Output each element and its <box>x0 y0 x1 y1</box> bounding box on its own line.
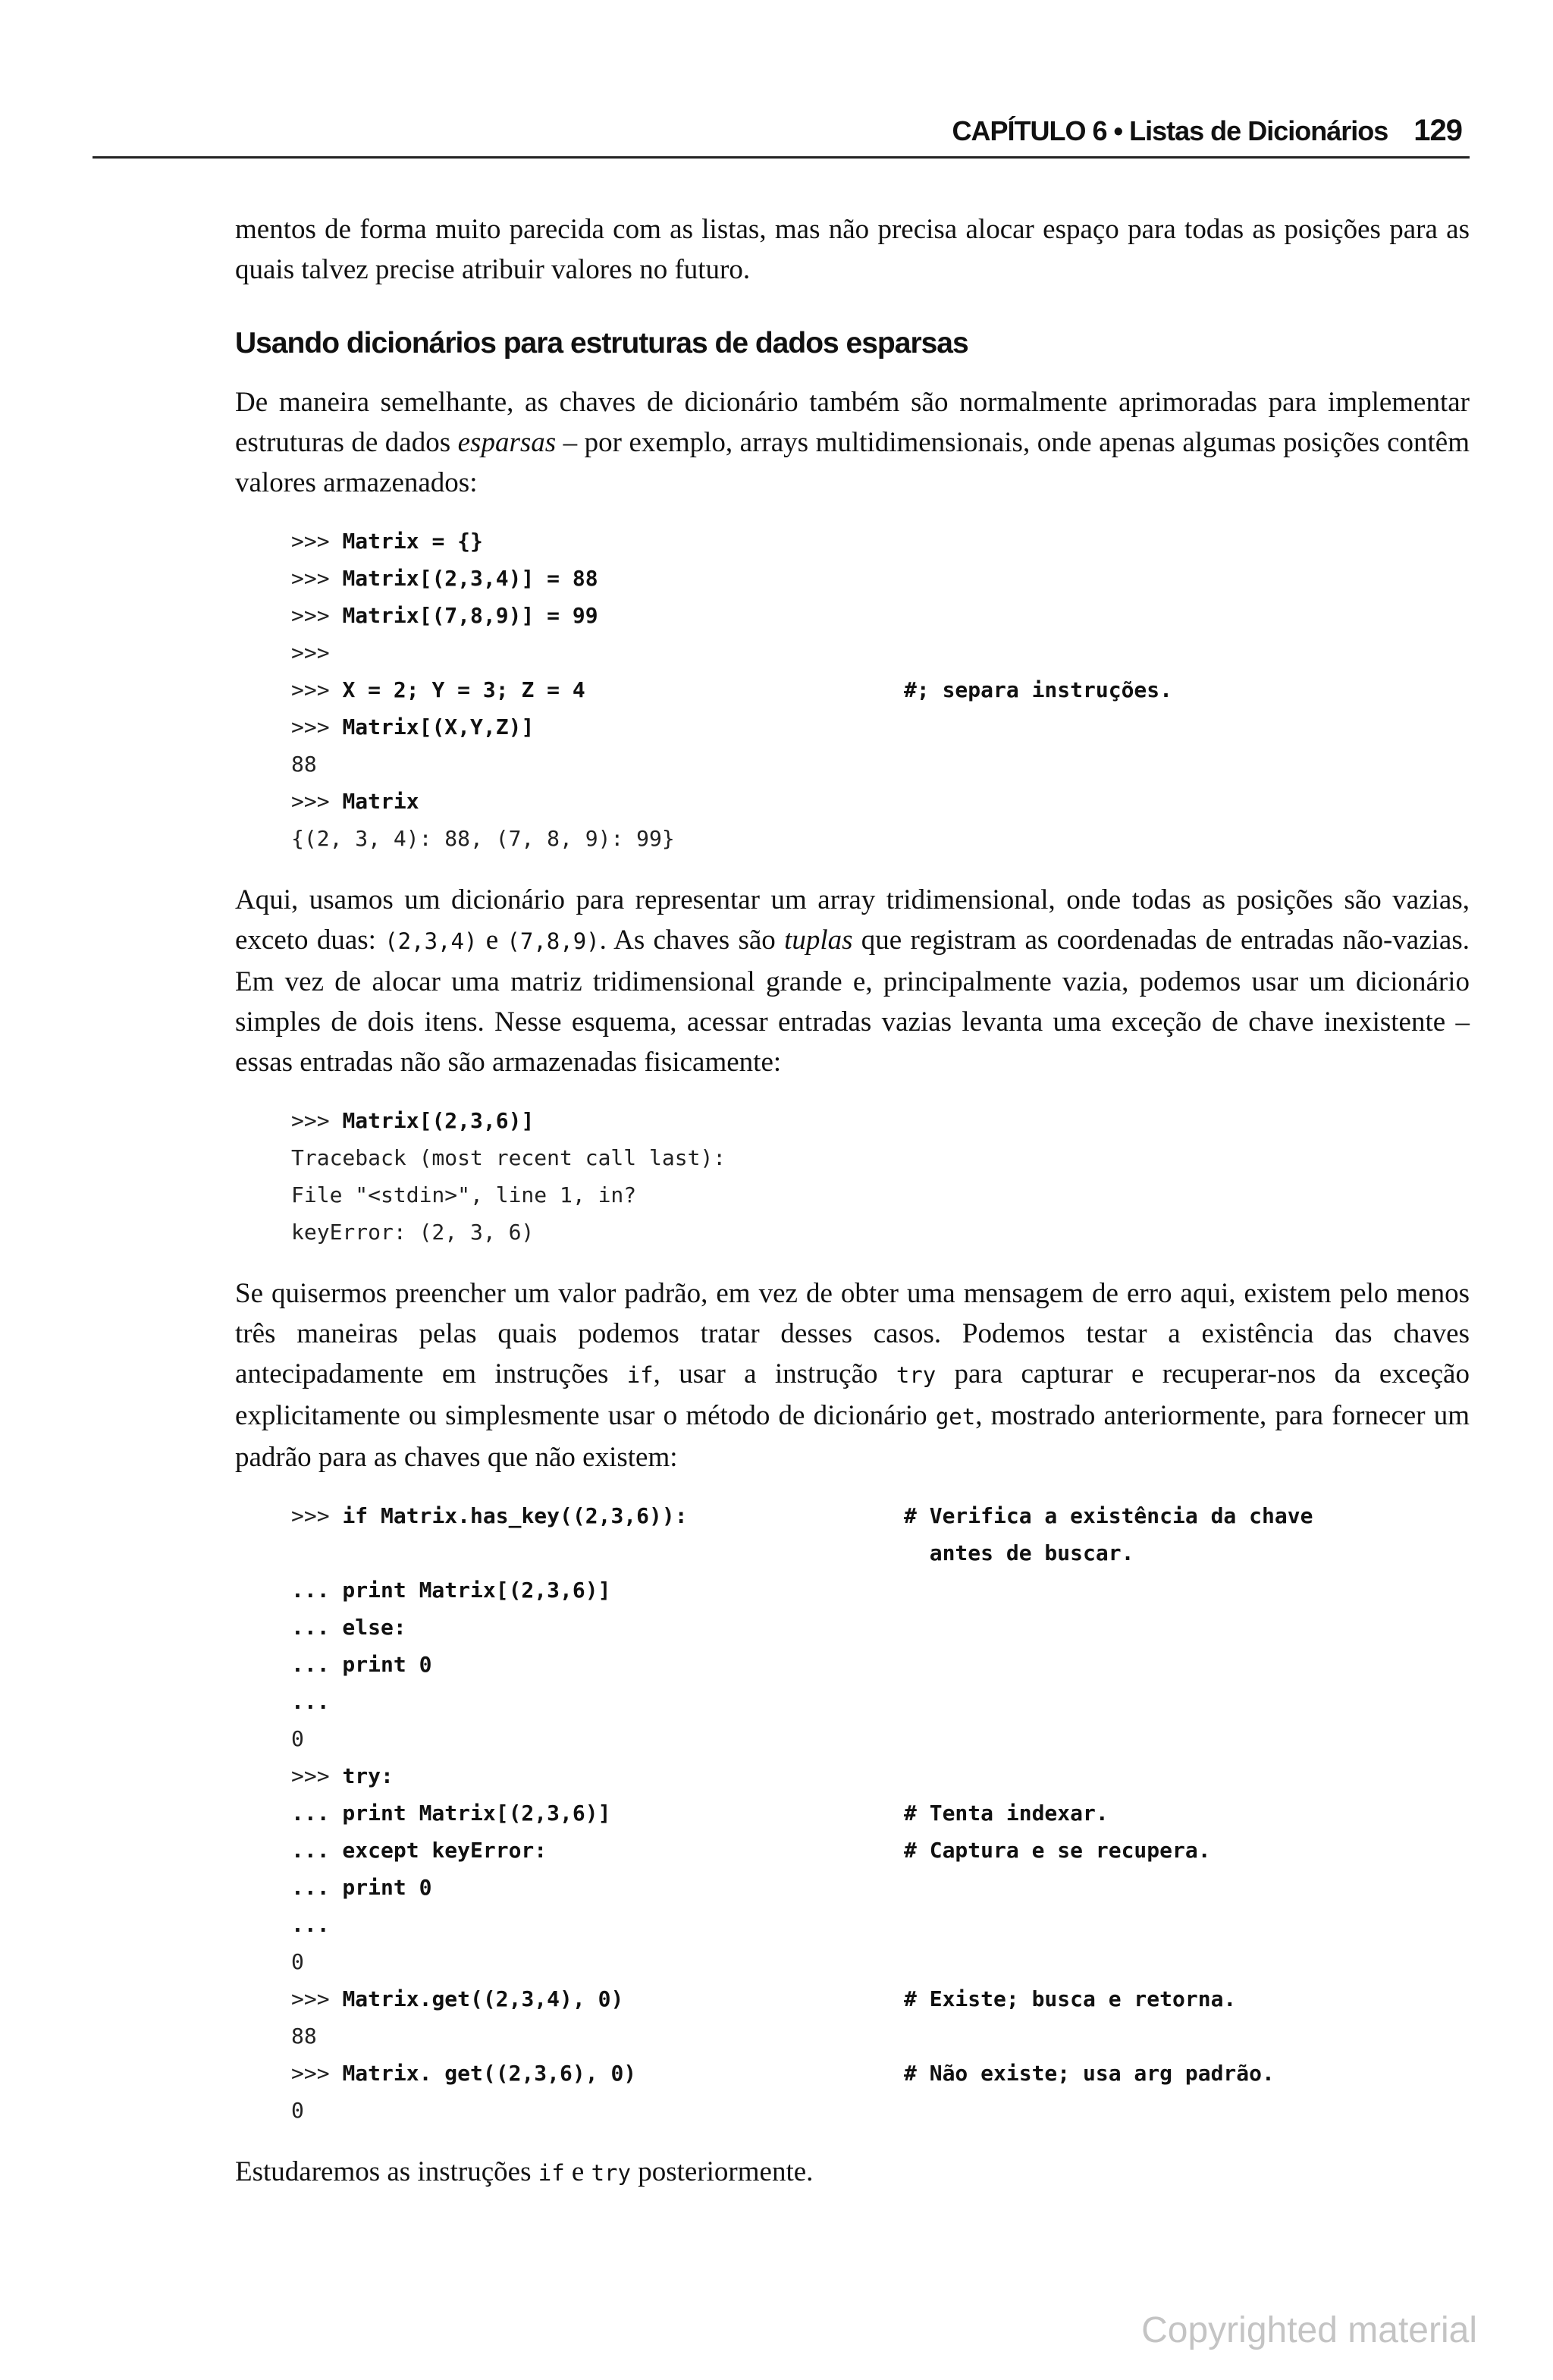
text-span: . As chaves são <box>599 925 785 956</box>
code-comment: antes de buscar. <box>904 1540 1134 1565</box>
paragraph-intro: mentos de forma muito parecida com as listas, mas não precisa alocar espaço para todas as posições para as quais talvez precise atribuir valores no futuro. <box>235 214 1470 285</box>
code-command: X = 2; Y = 3; Z = 4 <box>342 677 585 702</box>
code-command: if Matrix.has_key((2,3,6)): <box>342 1503 688 1528</box>
emphasis-esparsas: esparsas <box>457 427 557 458</box>
text-span: que registram as coordenadas de entradas não-vazias. Em vez de alocar uma matriz tridimensional grande e, principalmente vazia, podemos usar um dicionário simples de dois itens. Nesse esquema, acessar entradas vazias levanta uma exceção de chave inexistente – essas entradas não são armazenadas fisicamente: <box>235 925 1470 1078</box>
code-prompt: >>> <box>291 566 343 591</box>
code-line <box>291 1980 1470 2017</box>
code-comment: # Existe; busca e retorna. <box>904 1986 1237 2011</box>
code-prompt: >>> <box>291 603 343 628</box>
code-prompt: >>> <box>291 789 343 814</box>
code-command: Matrix = {} <box>342 529 483 554</box>
code-output: File "<stdin>", line 1, in? <box>291 1182 637 1207</box>
code-comment: # Não existe; usa arg padrão. <box>904 2061 1275 2086</box>
code-prompt: >>> <box>291 714 343 739</box>
emphasis-tuplas: tuplas <box>784 925 853 956</box>
code-comment: #; separa instruções. <box>904 677 1173 702</box>
code-command: ... <box>291 1689 330 1714</box>
code-command: ... print 0 <box>291 1875 432 1900</box>
running-head <box>952 114 1462 148</box>
text-span: para capturar e recuperar-nos da exceção explicitamente ou simplesmente usar o método de dicionário <box>235 1358 1470 1431</box>
code-line <box>291 2017 1470 2055</box>
text-span: De maneira semelhante, as chaves de dicionário também são normalmente aprimoradas para implementar estruturas de dados <box>235 387 1470 458</box>
code-command: Matrix <box>342 789 419 814</box>
code-output: 0 <box>291 2098 304 2123</box>
text-span: Estudaremos as instruções <box>235 2156 538 2187</box>
page-number: 129 <box>1413 114 1462 147</box>
copyright-watermark: Copyrighted material <box>1141 2310 1477 2350</box>
code-line <box>291 671 1470 708</box>
code-output: 88 <box>291 2024 317 2049</box>
code-line <box>291 1102 1470 1139</box>
text-span: e <box>564 2156 591 2187</box>
code-line <box>291 597 1470 634</box>
code-prompt: >>> <box>291 640 330 665</box>
page-body <box>235 209 1470 2213</box>
code-line <box>291 1943 1470 1980</box>
code-block-traceback <box>291 1102 1470 1251</box>
code-line <box>291 1720 1470 1757</box>
code-output: 0 <box>291 1949 304 1974</box>
code-line <box>291 1757 1470 1794</box>
code-output: Traceback (most recent call last): <box>291 1145 726 1170</box>
code-command: ... <box>291 1912 330 1937</box>
inline-code: try <box>896 1362 937 1388</box>
code-line <box>291 560 1470 597</box>
code-prompt: >>> <box>291 1986 343 2011</box>
code-command: Matrix. get((2,3,6), 0) <box>342 2061 637 2086</box>
code-command: Matrix[(7,8,9)] = 99 <box>342 603 598 628</box>
text-span: Se quisermos preencher um valor padrão, em vez de obter uma mensagem de erro aqui, existem pelo menos três maneiras pelas quais podemos tratar desses casos. Podemos testar a existência das chaves antecipadamente em instruções <box>235 1278 1470 1389</box>
code-output: keyError: (2, 3, 6) <box>291 1220 535 1245</box>
text-span: , mostrado anteriormente, para fornecer um padrão para as chaves que não existem: <box>235 1400 1470 1473</box>
paragraph-closing <box>235 2152 1470 2193</box>
paragraph-default-values <box>235 1273 1470 1477</box>
inline-code: if <box>626 1362 654 1388</box>
code-command: try: <box>342 1763 394 1788</box>
code-prompt: >>> <box>291 1108 343 1133</box>
code-output: 88 <box>291 752 317 777</box>
code-line <box>291 1497 1470 1534</box>
code-command: ... else: <box>291 1615 406 1640</box>
code-block-default-handling <box>291 1497 1470 2129</box>
inline-code: get <box>935 1404 976 1430</box>
text-span: Aqui, usamos um dicionário para representar um array tridimensional, onde todas as posições são vazias, exceto duas: <box>235 884 1470 956</box>
code-line <box>291 708 1470 746</box>
code-line <box>291 1832 1470 1869</box>
inline-code: (2,3,4) <box>384 928 478 954</box>
code-comment: # Tenta indexar. <box>904 1801 1109 1826</box>
code-line <box>291 783 1470 820</box>
code-prompt: >>> <box>291 529 343 554</box>
code-command: Matrix[(2,3,6)] <box>342 1108 535 1133</box>
code-line <box>291 1176 1470 1214</box>
inline-code: if <box>538 2160 565 2186</box>
code-line <box>291 1906 1470 1943</box>
text-span: e <box>477 925 507 956</box>
paragraph-sparse-structures <box>235 382 1470 503</box>
code-line <box>291 523 1470 560</box>
code-line <box>291 1794 1470 1832</box>
code-comment: # Captura e se recupera. <box>904 1838 1211 1863</box>
code-line <box>291 1646 1470 1683</box>
code-command: Matrix[(2,3,4)] = 88 <box>342 566 598 591</box>
code-output: {(2, 3, 4): 88, (7, 8, 9): 99} <box>291 826 675 851</box>
code-command: Matrix.get((2,3,4), 0) <box>342 1986 624 2011</box>
code-line <box>291 2092 1470 2129</box>
inline-code: (7,8,9) <box>507 928 600 954</box>
code-line <box>291 820 1470 857</box>
code-line <box>291 1571 1470 1609</box>
chapter-title: CAPÍTULO 6 • Listas de Dicionários <box>952 115 1388 146</box>
text-span: , usar a instrução <box>653 1358 896 1389</box>
paragraph-explanation <box>235 880 1470 1082</box>
code-output: 0 <box>291 1726 304 1751</box>
code-line <box>291 1609 1470 1646</box>
section-title: Usando dicionários para estruturas de dados esparsas <box>235 327 968 360</box>
code-block-matrix <box>291 523 1470 857</box>
page-header <box>93 112 1470 159</box>
code-command: ... print Matrix[(2,3,6)] <box>291 1801 611 1826</box>
code-line <box>291 746 1470 783</box>
inline-code: try <box>591 2160 631 2186</box>
code-line <box>291 1214 1470 1251</box>
code-line <box>291 1869 1470 1906</box>
code-line <box>291 1683 1470 1720</box>
code-prompt: >>> <box>291 1763 343 1788</box>
text-span: posteriormente. <box>630 2156 814 2187</box>
code-prompt: >>> <box>291 677 343 702</box>
code-command: Matrix[(X,Y,Z)] <box>342 714 535 739</box>
code-line <box>291 1139 1470 1176</box>
code-command: ... print 0 <box>291 1652 432 1677</box>
code-prompt: >>> <box>291 1503 343 1528</box>
code-command: ... print Matrix[(2,3,6)] <box>291 1578 611 1603</box>
code-prompt: >>> <box>291 2061 343 2086</box>
code-line <box>291 2055 1470 2092</box>
text-span: – por exemplo, arrays multidimensionais, onde apenas algumas posições contêm valores armazenados: <box>235 427 1470 498</box>
code-line <box>291 1534 1470 1571</box>
code-line <box>291 634 1470 671</box>
code-comment: # Verifica a existência da chave <box>904 1503 1313 1528</box>
code-command: ... except keyError: <box>291 1838 547 1863</box>
